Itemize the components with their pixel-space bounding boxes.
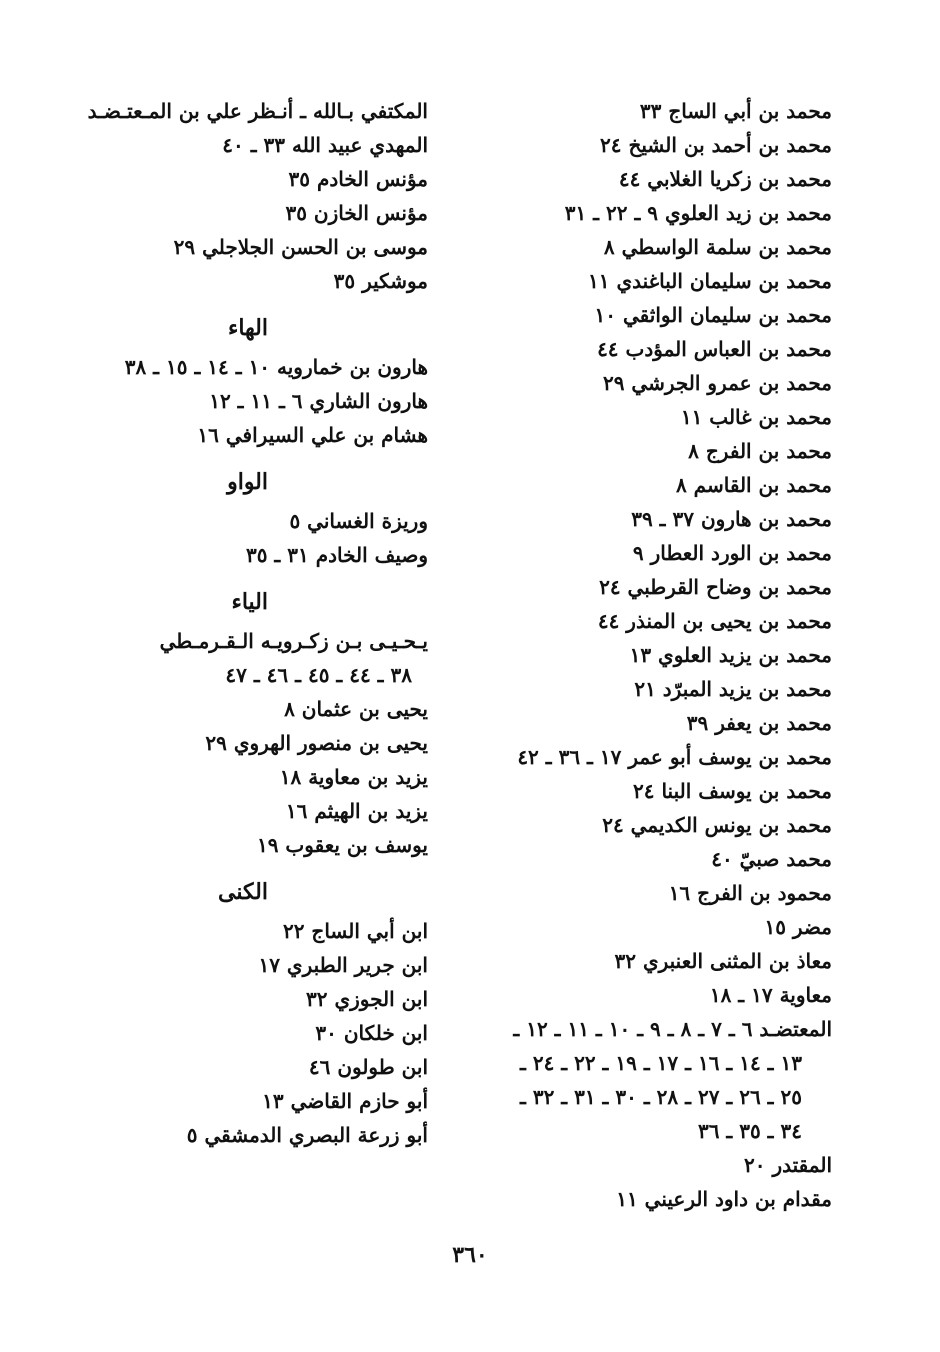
index-entry: مؤنس الخازن ٣٥ xyxy=(285,201,428,225)
index-entry: المعتضـد ٦ ـ ٧ ـ ٨ ـ ٩ ـ ١٠ ـ ١١ ـ ١٢ ـ xyxy=(513,1017,832,1041)
index-entry: محمد بن الورد العطار ٩ xyxy=(632,541,832,565)
index-entry: يحيى بن عثمان ٨ xyxy=(284,697,428,721)
index-entry: المهدي عبيد الله ٣٣ ـ ٤٠ xyxy=(222,133,428,157)
index-entry-continuation: ٢٥ ـ ٢٦ ـ ٢٧ ـ ٢٨ ـ ٣٠ ـ ٣١ ـ ٣٢ ـ xyxy=(520,1085,802,1109)
index-entry: مؤنس الخادم ٣٥ xyxy=(288,167,428,191)
index-entry: موشكير ٣٥ xyxy=(333,269,428,293)
index-entry: مقدام بن داود الرعيني ١١ xyxy=(616,1187,832,1211)
index-entry: ابن طولون ٤٦ xyxy=(308,1055,428,1079)
page-number: ٣٦٠ xyxy=(452,1242,488,1268)
index-entry: محمد بن سليمان الباغندي ١١ xyxy=(588,269,832,293)
index-entry: محمد بن القاسم ٨ xyxy=(675,473,832,497)
index-entry: محمد بن زكريا الغلابي ٤٤ xyxy=(618,167,832,191)
index-entry: محمد بن وضاح القرطبي ٢٤ xyxy=(599,575,832,599)
index-entry: محمد بن يونس الكديمي ٢٤ xyxy=(602,813,832,837)
index-entry: هشام بن علي السيرافي ١٦ xyxy=(197,423,428,447)
index-entry: المقتدر ٢٠ xyxy=(744,1153,832,1177)
section-heading-kuna: الكنى xyxy=(218,879,268,905)
index-entry: معاذ بن المثنى العنبري ٣٢ xyxy=(614,949,832,973)
index-entry: يزيد بن معاوية ١٨ xyxy=(279,765,428,789)
index-entry: ابن الجوزي ٣٢ xyxy=(306,987,428,1011)
index-entry: هارون الشاري ٦ ـ ١١ ـ ١٢ xyxy=(209,389,428,413)
index-entry: يحيى بن منصور الهروي ٢٩ xyxy=(205,731,428,755)
index-entry: وصيف الخادم ٣١ ـ ٣٥ xyxy=(245,543,428,567)
index-entry: هارون بن خمارويه ١٠ ـ ١٤ ـ ١٥ ـ ٣٨ xyxy=(124,355,428,379)
index-entry: محمد بن يحيى بن المنذر ٤٤ xyxy=(597,609,832,633)
index-entry: محمد بن سليمان الواثقي ١٠ xyxy=(594,303,832,327)
section-heading-haa: الهاء xyxy=(227,315,268,341)
index-entry-continuation: ١٣ ـ ١٤ ـ ١٦ ـ ١٧ ـ ١٩ ـ ٢٢ ـ ٢٤ ـ xyxy=(520,1051,802,1075)
index-entry: معاوية ١٧ ـ ١٨ xyxy=(709,983,832,1007)
index-entry: محمد بن يوسف البنا ٢٤ xyxy=(633,779,832,803)
index-entry-continuation: ٣٨ ـ ٤٤ ـ ٤٥ ـ ٤٦ ـ ٤٧ xyxy=(225,663,412,687)
index-entry: محمد بن زيد العلوي ٩ ـ ٢٢ ـ ٣١ xyxy=(564,201,832,225)
index-entry: محمد صبيّ ٤٠ xyxy=(711,847,832,871)
index-entry: موسى بن الحسن الجلاجلي ٢٩ xyxy=(173,235,428,259)
index-column-right xyxy=(412,94,832,1216)
index-entry: محمد بن العباس المؤدب ٤٤ xyxy=(597,337,832,361)
index-entry: ابن خلكان ٣٠ xyxy=(315,1021,428,1045)
index-entry: المكتفي بـالله ـ أنـظر علي بن المـعتـضـد xyxy=(87,99,428,123)
index-entry: محمود بن الفرج ١٦ xyxy=(668,881,832,905)
section-heading-waw: الواو xyxy=(227,469,268,495)
index-entry: يـحـيـى بـن زكـرويـه الـقـرمـطي xyxy=(159,629,428,653)
index-entry: محمد بن أبي الساج ٣٣ xyxy=(639,99,832,123)
index-entry: محمد بن يعفر ٣٩ xyxy=(686,711,832,735)
index-entry: محمد بن يوسف أبو عمر ١٧ ـ ٣٦ ـ ٤٢ xyxy=(517,745,832,769)
index-entry: يوسف بن يعقوب ١٩ xyxy=(256,833,428,857)
index-entry: مضر ١٥ xyxy=(764,915,832,939)
index-entry: محمد بن يزيد العلوي ١٣ xyxy=(629,643,832,667)
index-entry: محمد بن هارون ٣٧ ـ ٣٩ xyxy=(631,507,832,531)
index-entry: أبو حازم القاضي ١٣ xyxy=(262,1089,428,1113)
index-entry: يزيد بن الهيثم ١٦ xyxy=(285,799,428,823)
index-entry: محمد بن يزيد المبرّد ٢١ xyxy=(634,677,832,701)
index-entry: أبو زرعة البصري الدمشقي ٥ xyxy=(186,1123,428,1147)
index-entry: محمد بن سلمة الواسطي ٨ xyxy=(603,235,832,259)
index-entry: محمد بن غالب ١١ xyxy=(680,405,832,429)
index-entry: محمد بن الفرج ٨ xyxy=(688,439,832,463)
index-entry: وريزة الغساني ٥ xyxy=(289,509,428,533)
section-heading-yaa: الياء xyxy=(231,589,268,615)
index-entry-continuation: ٣٤ ـ ٣٥ ـ ٣٦ xyxy=(697,1119,802,1143)
index-entry: ابن جرير الطبري ١٧ xyxy=(258,953,428,977)
index-entry: ابن أبي الساج ٢٢ xyxy=(282,919,428,943)
index-column-left xyxy=(8,94,428,1152)
index-entry: محمد بن عمرو الجرشي ٢٩ xyxy=(602,371,832,395)
index-entry: محمد بن أحمد بن الشيخ ٢٤ xyxy=(600,133,832,157)
